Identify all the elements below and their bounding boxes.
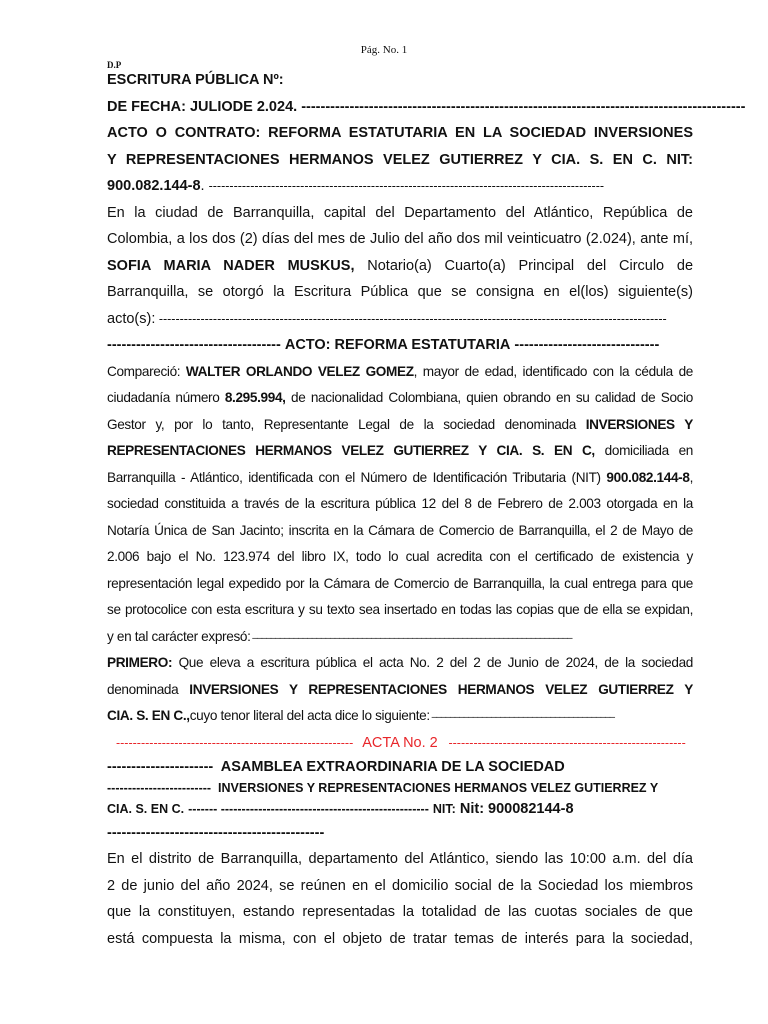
appearance-text: , [689, 469, 693, 485]
appearance-line-6: sociedad constituida a través de la escritura pública 12 del 8 de Febrero de 2.003 otorgada en la [107, 496, 693, 511]
appearance-line-5 [107, 465, 693, 492]
dash-filler: –––––––––––––––––––––––––––––––––––––––– [429, 712, 615, 723]
page-number: Pág. No. 1 [360, 44, 408, 56]
deed-date-label: DE FECHA: JULIO [107, 98, 233, 115]
act-heading-line [107, 332, 693, 359]
company-nit: 900.082.144-8 [107, 178, 201, 194]
dash-filler: ----------------------------------------------------------------------------------------------- [208, 179, 605, 193]
first-line-1 [107, 650, 693, 677]
appearance-line-10: se protocolice con esta escritura y su texto sea insertado en todas las copias que de ella se expidan, [107, 602, 693, 617]
initials: D.P [107, 60, 122, 70]
appearance-line-8: 2.006 bajo el No. 123.974 del libro IX, todo lo cual acredita con el certificado de existencia y [107, 549, 693, 564]
intro-line-2: Colombia, a los dos (2) días del mes de Julio del año dos mil veinticuatro (2.024), ante mí, [107, 231, 693, 247]
dash-filler: -------------------------------------------------------------------------------------------------------------------------- [155, 311, 667, 326]
document-body [107, 67, 746, 952]
deed-date-year: DE 2.024. [232, 98, 298, 115]
act-line-1: ACTO O CONTRATO: REFORMA ESTATUTARIA EN LA SOCIEDAD INVERSIONES [107, 125, 693, 141]
appearance-line-2 [107, 385, 693, 412]
acta-company-name: INVERSIONES Y REPRESENTACIONES HERMANOS VELEZ GUTIERREZ Y [218, 781, 659, 795]
dash-filler: --------------------------------------------- [107, 825, 325, 841]
appearance-text: , mayor de edad, identificado con la cédula de [413, 363, 693, 379]
first-text: Que eleva a escritura pública el acta No. 2 del 2 de Junio de 2024, de la sociedad [178, 655, 693, 670]
deed-date-line [107, 94, 746, 121]
dash-filler: ------------------------------------ [107, 337, 285, 353]
separator-line [107, 820, 693, 846]
assembly-title: ASAMBLEA EXTRAORDINARIA DE LA SOCIEDAD [220, 759, 565, 775]
act-line-2: Y REPRESENTACIONES HERMANOS VELEZ GUTIERREZ Y CIA. S. EN C. NIT: [107, 151, 693, 168]
appearance-text: domiciliada en [604, 443, 694, 458]
notary-title: Notario(a) Cuarto(a) Principal del Circulo de [367, 257, 694, 274]
appearance-line-7: Notaría Única de San Jacinto; inscrita en la Cámara de Comercio de Barranquilla, el 2 de Mayo de [107, 522, 693, 538]
appearer-name: WALTER ORLANDO VELEZ GOMEZ [185, 363, 414, 379]
dash-filler: -------------------------------------------------------------------------------------------- [297, 98, 746, 115]
appearance-line-3 [107, 412, 693, 439]
acta-heading: ACTA No. 2 [362, 734, 438, 751]
acta-nit-label: NIT: [432, 802, 456, 816]
company-nit: 900.082.144-8 [606, 469, 690, 485]
closing-line-3: que la constituyen, estando representadas la totalidad de las cuotas sociales de que [107, 904, 693, 920]
appearance-line-11 [107, 624, 693, 651]
company-name: INVERSIONES Y REPRESENTACIONES HERMANOS VELEZ GUTIERREZ Y [189, 681, 693, 697]
notary-name: SOFIA MARIA NADER MUSKUS, [107, 257, 355, 274]
company-name: INVERSIONES Y [585, 416, 693, 432]
dash-filler: --------------------------------------------------------- [115, 735, 354, 750]
appearance-text: y en tal carácter expresó: [107, 628, 251, 644]
cedula-number: 8.295.994, [224, 390, 286, 405]
dash-filler: ------- -------------------------------------------------- [188, 802, 429, 816]
acta-nit-value: Nit: 900082144-8 [459, 801, 574, 817]
appearance-text: Barranquilla - Atlántico, identificada con el Número de Identificación Tributaria (NIT) [107, 469, 601, 485]
dash-filler: --------------------------------------------------------- [445, 735, 686, 750]
appearance-text: ciudadanía número [107, 390, 220, 405]
company-name: CIA. S. EN C., [107, 708, 190, 723]
first-line-2 [107, 677, 693, 704]
dash-filler: ------------------------- [107, 781, 215, 795]
company-name: REPRESENTACIONES HERMANOS VELEZ GUTIERREZ Y CIA. S. EN C, [107, 443, 595, 458]
closing-line-4: está compuesta la misma, con el objeto de tratar temas de interés para la sociedad, [107, 930, 693, 947]
acta-company-line-1 [107, 778, 693, 798]
appearance-line-1 [107, 359, 693, 386]
closing-line-1: En el distrito de Barranquilla, departamento del Atlántico, siendo las 10:00 a.m. del día [107, 851, 693, 867]
dash-filler: –––––––––––––––––––––––––––––––––––––––––––––––––––––––––––––––––––––– [250, 632, 572, 644]
appearance-text: de nacionalidad Colombiana, quien obrando en su calidad de Socio [291, 390, 693, 405]
nit-line [107, 173, 693, 200]
appearance-line-4 [107, 438, 693, 465]
appeared-label: Compareció: [107, 363, 181, 379]
acta-company-name: CIA. S. EN C. [107, 802, 185, 816]
first-text: cuyo tenor literal del acta dice lo siguiente: [189, 708, 430, 723]
intro-line-4: Barranquilla, se otorgó la Escritura Pública que se consigna en el(los) siguiente(s) [107, 284, 693, 300]
acts-label: acto(s): [107, 310, 156, 327]
assembly-line [107, 756, 693, 778]
intro-line-5 [107, 306, 693, 333]
acta-company-line-2 [107, 798, 693, 820]
act-heading: ACTO: REFORMA ESTATUTARIA [284, 337, 511, 353]
intro-line-3 [107, 253, 693, 280]
appearance-line-9: representación legal expedido por la Cámara de Comercio de Barranquilla, la cual entrega para que [107, 575, 693, 591]
nit-period: . [200, 178, 205, 194]
first-label: PRIMERO: [107, 655, 173, 670]
appearance-text: Gestor y, por lo tanto, Representante Legal de la sociedad denominada [107, 416, 576, 432]
dash-filler: ---------------------- [107, 759, 218, 775]
closing-line-2: 2 de junio del año 2024, se reúnen en el domicilio social de la Sociedad los miembros [107, 877, 693, 894]
deed-title: ESCRITURA PÚBLICA Nº: [107, 72, 284, 88]
first-line-3 [107, 703, 693, 730]
intro-line-1: En la ciudad de Barranquilla, capital del Departamento del Atlántico, República de [107, 204, 693, 221]
dash-filler: ------------------------------ [510, 337, 660, 353]
acta-heading-line [107, 730, 693, 757]
first-text: denominada [107, 681, 179, 697]
